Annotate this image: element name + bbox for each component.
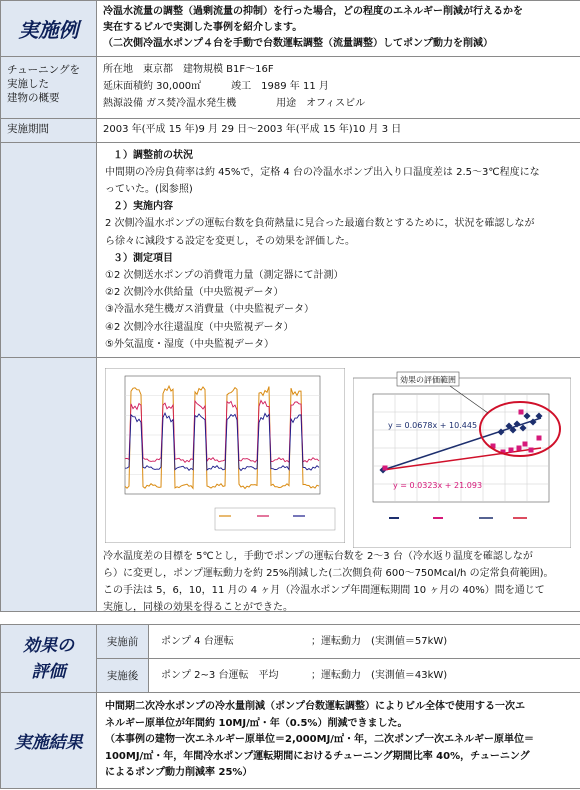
effect-table [0,624,580,789]
result-line: ネルギー原単位が年間約 10MJ/㎡・年（0.5%）削減できました。 [105,717,408,729]
charts-cell [97,357,580,611]
intro-line: 冷温水流量の調整（過剰流量の抑制）を行った場合，どの程度のエネルギー削減が行えるかを [103,6,523,17]
result-line: 100MJ/㎡・年，年間冷水ポンプ運転期間におけるチューニング期間比率 40%，チューニング [105,750,530,762]
period-value: 2003 年(平成 15 年)9 月 29 日～2003 年(平成 15 年)10 月 3 日 [97,119,580,143]
point-pink [383,465,388,470]
scatter-chart [353,368,571,548]
conclusion-text [97,546,579,622]
conclusion-line: この手法は 5，6，10，11 月の 4 ヶ月（冷温水ポンプ年間運転期間 10 ヶ月の 40%）間を通じて [103,584,545,596]
result-line: によるポンプ動力削減率 25%） [105,767,253,778]
after-row [149,659,580,693]
trend-equation-red: y = 0.0323x + 21.093 [393,480,483,490]
measure-item: ④2 次側冷水往還温度（中央監視データ） [105,321,294,333]
point-pink [523,441,528,446]
effect-title-line: 評価 [31,661,66,682]
building-equipment: 熱源設備 ガス焚冷温水発生機 用途 オフィスビル [103,98,366,109]
effect-title [1,625,97,693]
point-pink [517,445,522,450]
details-label-cell [1,142,97,357]
point-pink [509,447,514,452]
before-value: ；運転動力 (実測値＝57kW) [311,635,448,647]
intro-line: （二次側冷温水ポンプ４台を手動で台数運転調整（流量調整）してポンプ動力を削減） [103,38,493,49]
details-text: 中間期の冷房負荷率は約 45%で，定格 4 台の冷温水ポンプ出入り口温度差は 2.5～3℃程度にな [105,166,540,178]
details-text: ら徐々に減段する設定を変更し，その効果を評価した。 [105,235,355,247]
details-text: っていた。(図参照) [105,183,193,195]
effect-title-line: 効果の [23,635,74,656]
time-series-chart [105,368,345,543]
point-pink [537,435,542,440]
result-line: 中間期二次冷水ポンプの冷水量削減（ポンプ台数運転調整）によりビル全体で使用する一次エ [105,701,525,712]
period-label: 実施期間 [1,119,97,143]
measure-item: ③冷温水発生機ガス消費量（中央監視データ） [105,304,314,316]
intro-line: 実在するビルで実測した事例を紹介します。 [103,22,303,33]
effect-section [0,624,580,789]
before-row [149,625,580,659]
result-text [97,693,580,789]
building-label [1,57,97,119]
result-line: （本事例の建物一次エネルギー原単位＝2,000MJ/㎡・年，二次ポンプ一次エネルギー原単位＝ [105,734,534,745]
building-area: 延床面積約 30,000㎡ 竣工 1989 年 11 月 [103,81,329,92]
conclusion-line: 実施し，同様の効果を得ることができた。 [103,601,293,613]
charts-label-cell [1,357,97,611]
building-label-line: チューニングを [7,64,80,76]
chart-legend [215,508,335,530]
measure-item: ①2 次側送水ポンプの消費電力量（測定器にて計測） [105,269,344,281]
section-heading: １）調整前の状況 [113,149,193,161]
before-text: ポンプ 4 台運転 [161,635,234,647]
section-heading: ３）測定項目 [113,252,173,264]
before-label: 実施前 [97,625,149,659]
charts-area [97,358,580,613]
result-title: 実施結果 [1,693,97,789]
after-label: 実施後 [97,659,149,693]
section-title: 実施例 [1,1,97,57]
point-pink [529,447,534,452]
details-text: 2 次側冷温水ポンプの運転台数を負荷熱量に見合った最適台数とするために，状況を確認しなが [105,218,535,230]
conclusion-line: 冷水温度差の目標を 5℃とし，手動でポンプの運転台数を 2～3 台（冷水返り温度を確認しなが [103,550,533,562]
callout-label: 効果の評価範囲 [400,375,456,385]
after-text: ポンプ 2~3 台運転 平均 [161,669,279,681]
building-label-line: 実施した [7,78,49,90]
details-cell [97,142,580,357]
conclusion-line: ら）に変更し，ポンプ運転動力を約 25%削減した(二次側負荷 600～750Mcal/h の定常負荷範囲)。 [103,567,554,579]
building-info [97,57,580,119]
measure-item: ②2 次側冷水供給量（中央監視データ） [105,287,284,299]
section-heading: ２）実施内容 [113,201,173,213]
trend-equation-blue: y = 0.0678x + 10.445 [388,420,478,430]
after-value: ；運転動力 (実測値＝43kW) [311,669,448,681]
point-pink [519,409,524,414]
intro-text [97,1,580,57]
measure-item: ⑤外気温度・湿度（中央監視データ） [105,338,274,350]
building-label-line: 建物の概要 [7,92,60,104]
building-location: 所在地 東京都 建物規模 B1F～16F [103,64,274,75]
